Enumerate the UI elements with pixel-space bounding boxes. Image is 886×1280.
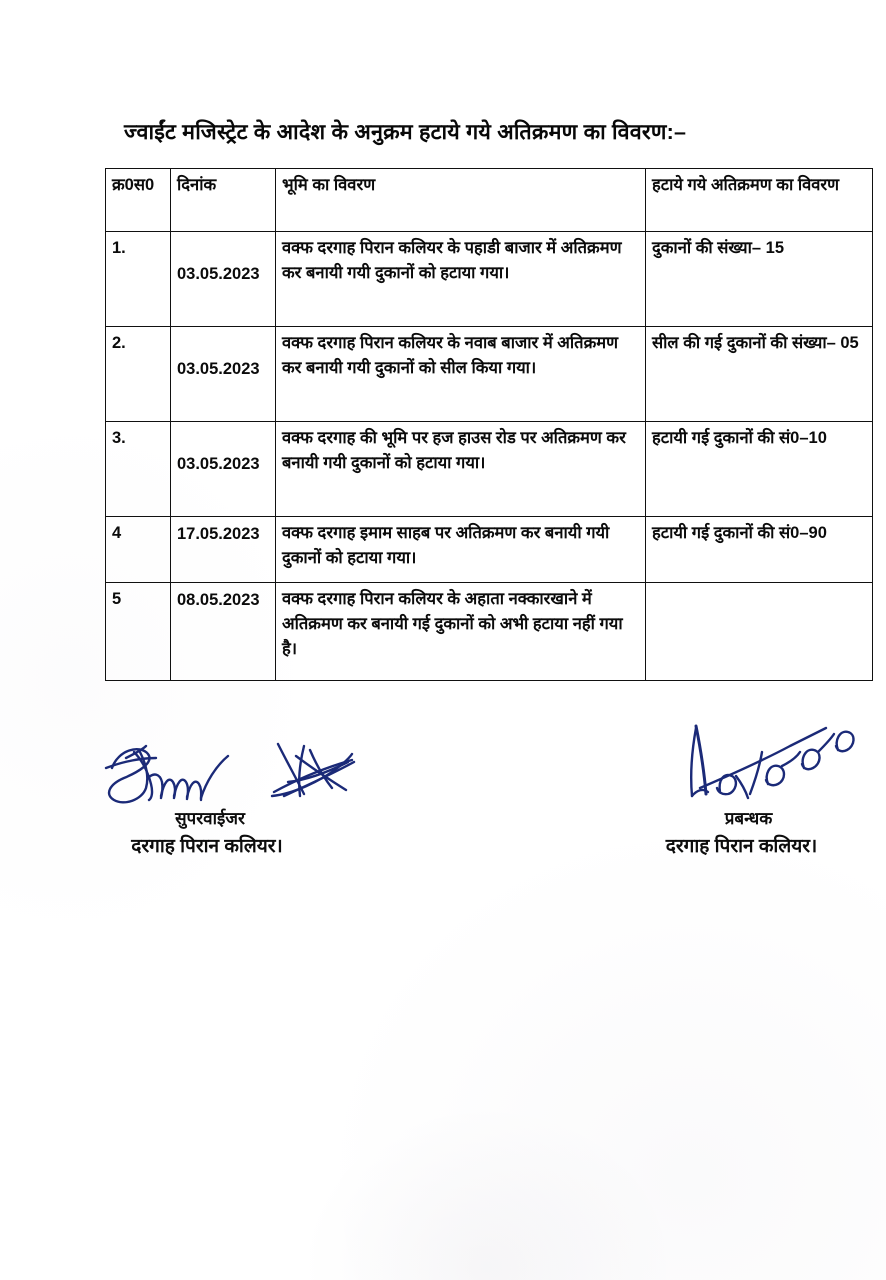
cell-land: वक्फ दरगाह की भूमि पर हज हाउस रोड पर अतिक्रमण कर बनायी गयी दुकानों को हटाया गया। [276, 422, 646, 517]
encroachment-table [105, 168, 873, 681]
table-row [106, 583, 873, 681]
cell-removal [646, 583, 873, 681]
signature-role-manager: प्रबन्धक [724, 809, 773, 828]
cell-land: वक्फ दरगाह इमाम साहब पर अतिक्रमण कर बनायी गयी दुकानों को हटाया गया। [276, 517, 646, 583]
table-row [106, 517, 873, 583]
cell-removal: हटायी गई दुकानों की सं0–10 [646, 422, 873, 517]
signature-art-manager [600, 718, 885, 810]
cell-date: 03.05.2023 [171, 327, 276, 422]
cell-serial: 5 [106, 583, 171, 681]
table-row [106, 422, 873, 517]
column-header-serial: क्र0स0 [106, 169, 171, 232]
cell-land: वक्फ दरगाह पिरान कलियर के नवाब बाजार में अतिक्रमण कर बनायी गयी दुकानों को सील किया गया। [276, 327, 646, 422]
cell-serial: 3. [106, 422, 171, 517]
signature-org-supervisor: दरगाह पिरान कलियर। [131, 836, 283, 858]
cell-removal: दुकानों की संख्या– 15 [646, 232, 873, 327]
cell-removal: हटायी गई दुकानों की सं0–90 [646, 517, 873, 583]
cell-serial: 4 [106, 517, 171, 583]
cell-land: वक्फ दरगाह पिरान कलियर के अहाता नक्कारखाने में अतिक्रमण कर बनायी गई दुकानों को अभी हटाया नहीं गया है। [276, 583, 646, 681]
cell-removal: सील की गई दुकानों की संख्या– 05 [646, 327, 873, 422]
handwritten-countersign-icon [266, 738, 426, 812]
cell-land: वक्फ दरगाह पिरान कलियर के पहाडी बाजार में अतिक्रमण कर बनायी गयी दुकानों को हटाया गया। [276, 232, 646, 327]
column-header-land: भूमि का विवरण [276, 169, 646, 232]
page-title: ज्वाईंट मजिस्ट्रेट के आदेश के अनुक्रम हटाये गये अतिक्रमण का विवरण:– [124, 120, 687, 144]
table-row [106, 327, 873, 422]
signature-block-supervisor [96, 738, 366, 860]
cell-serial: 1. [106, 232, 171, 327]
table-row [106, 232, 873, 327]
cell-date: 17.05.2023 [171, 517, 276, 583]
signature-art-supervisor [96, 738, 366, 810]
cell-date: 03.05.2023 [171, 232, 276, 327]
cell-date: 08.05.2023 [171, 583, 276, 681]
cell-date: 03.05.2023 [171, 422, 276, 517]
signature-org-manager: दरगाह पिरान कलियर। [665, 836, 818, 858]
table-header-row [106, 169, 873, 232]
signature-role-supervisor: सुपरवाईजर [175, 809, 245, 828]
handwritten-signature-icon [600, 718, 885, 812]
column-header-removal: हटाये गये अतिक्रमण का विवरण [646, 169, 873, 232]
cell-serial: 2. [106, 327, 171, 422]
signature-block-manager [600, 718, 885, 860]
column-header-date: दिनांक [171, 169, 276, 232]
